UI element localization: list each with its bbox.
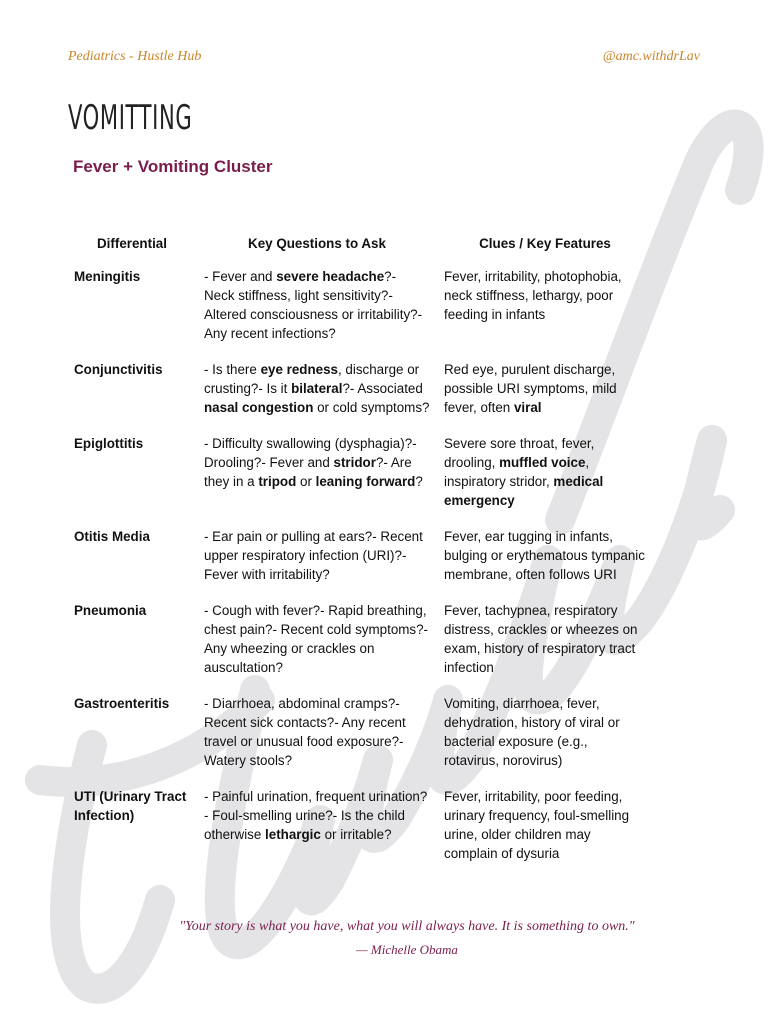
cell-text: or cold symptoms?	[313, 400, 430, 415]
clues-cell	[436, 599, 652, 692]
column-header-differential: Differential	[97, 236, 167, 251]
key-questions-cell	[196, 265, 436, 358]
emphasis-text: stridor	[333, 455, 376, 470]
cell-text: ?- Neck stiffness, light sensitivity?- Altered consciousness or irritability?- Any recent infections?	[204, 269, 423, 341]
cell-text: - Painful urination, frequent urination?- Foul-smelling urine?- Is the child otherwise	[204, 789, 428, 842]
cell-text: , inspiratory stridor,	[444, 455, 590, 489]
emphasis-text: eye redness	[260, 362, 338, 377]
cell-text: Severe sore throat, fever, drooling,	[444, 436, 595, 470]
emphasis-text: viral	[513, 400, 542, 415]
cell-text: Vomiting, diarrhoea, fever, dehydration, history of viral or bacterial exposure (e.g., rotavirus, norovirus)	[444, 696, 620, 768]
emphasis-text: nasal congestion	[204, 400, 314, 415]
cell-text: or	[296, 474, 316, 489]
table-row	[66, 265, 652, 358]
table-row	[66, 599, 652, 692]
differential-cell: Meningitis	[74, 269, 141, 284]
cell-text: - Diarrhoea, abdominal cramps?- Recent sick contacts?- Any recent travel or unusual food exposure?- Watery stools?	[204, 696, 406, 768]
quote-text: "Your story is what you have, what you will always have. It is something to own."	[179, 919, 635, 934]
table-row	[66, 785, 652, 878]
section-heading: Fever + Vomiting Cluster	[73, 157, 273, 176]
key-questions-cell	[196, 432, 436, 525]
header-right-handle: @amc.withdrLav	[602, 49, 700, 64]
emphasis-text: bilateral	[291, 381, 343, 396]
clues-cell	[436, 265, 652, 358]
clues-cell	[436, 692, 652, 785]
cell-text: ?- Associated	[342, 381, 423, 396]
differential-cell: Conjunctivitis	[74, 362, 163, 377]
quote-author: — Michelle Obama	[356, 942, 458, 957]
cell-text: Fever, irritability, photophobia, neck stiffness, lethargy, poor feeding in infants	[444, 269, 622, 322]
key-questions-cell	[196, 599, 436, 692]
table-row	[66, 525, 652, 599]
emphasis-text: severe headache	[276, 269, 385, 284]
cell-text: Red eye, purulent discharge, possible URI symptoms, mild fever, often	[444, 362, 617, 415]
table-row	[66, 358, 652, 432]
cell-text: or irritable?	[320, 827, 392, 842]
header-left-text: Pediatrics - Hustle Hub	[68, 49, 202, 64]
key-questions-cell	[196, 692, 436, 785]
cell-text: ?- Are they in a	[204, 455, 412, 489]
cell-text: - Ear pain or pulling at ears?- Recent upper respiratory infection (URI)?- Fever with irritability?	[204, 529, 423, 582]
cell-text: Fever, tachypnea, respiratory distress, crackles or wheezes on exam, history of respiratory tract infection	[444, 603, 638, 675]
cell-text: Fever, ear tugging in infants, bulging or erythematous tympanic membrane, often follows URI	[444, 529, 645, 582]
key-questions-cell	[196, 525, 436, 599]
differential-cell: UTI (Urinary Tract Infection)	[74, 789, 187, 823]
differential-cell: Otitis Media	[74, 529, 150, 544]
table-row	[66, 432, 652, 525]
page-title: VOMITTING	[68, 98, 193, 138]
table-header-row	[66, 226, 652, 265]
cell-text: - Is there	[204, 362, 261, 377]
clues-cell	[436, 525, 652, 599]
emphasis-text: lethargic	[265, 827, 321, 842]
emphasis-text: tripod	[258, 474, 297, 489]
cell-text: - Difficulty swallowing (dysphagia)?- Drooling?- Fever and	[204, 436, 417, 470]
emphasis-text: leaning forward	[315, 474, 416, 489]
cell-text: ?	[415, 474, 423, 489]
key-questions-cell	[196, 358, 436, 432]
cell-text: - Fever and	[204, 269, 277, 284]
column-header-clues: Clues / Key Features	[479, 236, 611, 251]
emphasis-text: medical emergency	[444, 474, 604, 508]
differential-table	[66, 226, 652, 878]
emphasis-text: muffled voice	[499, 455, 586, 470]
differential-cell: Pneumonia	[74, 603, 147, 618]
table-row	[66, 692, 652, 785]
clues-cell	[436, 358, 652, 432]
cell-text: , discharge or crusting?- Is it	[204, 362, 420, 396]
clues-cell	[436, 432, 652, 525]
cell-text: - Cough with fever?- Rapid breathing, chest pain?- Recent cold symptoms?- Any wheezing or crackles on auscultation?	[204, 603, 429, 675]
key-questions-cell	[196, 785, 436, 878]
column-header-key-questions: Key Questions to Ask	[248, 236, 386, 251]
cell-text: Fever, irritability, poor feeding, urinary frequency, foul-smelling urine, older children may complain of dysuria	[444, 789, 630, 861]
clues-cell	[436, 785, 652, 878]
differential-cell: Epiglottitis	[74, 436, 144, 451]
differential-cell: Gastroenteritis	[74, 696, 170, 711]
